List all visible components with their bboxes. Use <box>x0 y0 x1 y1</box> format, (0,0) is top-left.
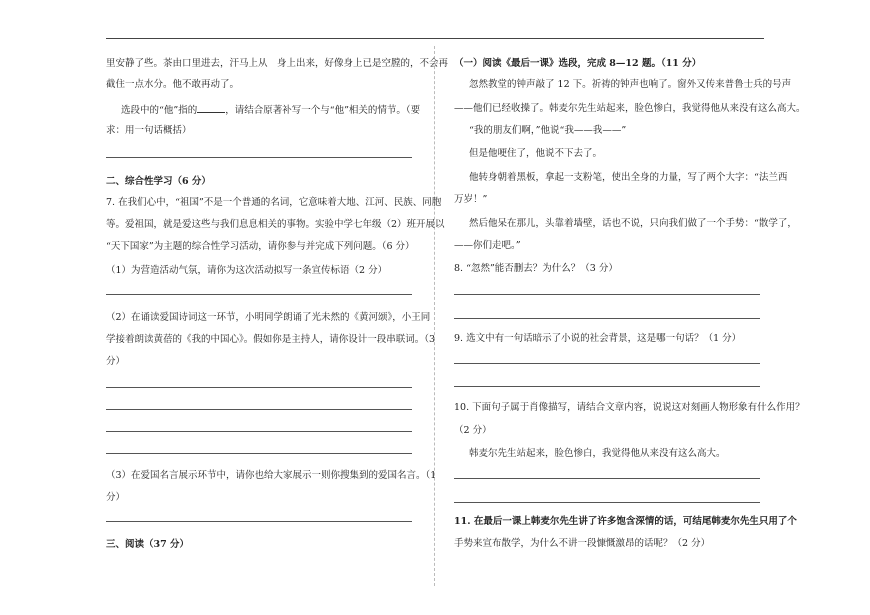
question-text: （2）在诵读爱国诗词这一环节，小明同学朗诵了光未然的《黄河颂》，小王同 <box>106 312 431 323</box>
question-text: 等。爱祖国，就是爱这些与我们息息相关的事物。实验中学七年级（2）班开展以 <box>106 219 445 230</box>
question-text: 8. “忽然”能否删去？为什么？（3 分） <box>454 263 618 274</box>
passage-line: 但是他哽住了，他说不下去了。 <box>469 148 603 159</box>
column-divider <box>434 46 435 586</box>
answer-line[interactable] <box>454 478 760 479</box>
answer-blank[interactable] <box>197 103 225 113</box>
question-text: 选段中的“他”指的 <box>121 105 198 116</box>
answer-line[interactable] <box>106 157 412 158</box>
answer-line[interactable] <box>454 318 760 319</box>
passage-line: 万岁！” <box>454 194 488 205</box>
passage-line: 然后他呆在那儿，头靠着墙壁，话也不说，只向我们做了一个手势：“散学了， <box>469 218 797 229</box>
question-text: （3）在爱国名言展示环节中，请你也给大家展示一则你搜集到的爱国名言。（1 <box>106 470 437 481</box>
passage-line: 忽然教堂的钟声敲了 12 下。祈祷的钟声也响了。窗外又传来普鲁士兵的号声 <box>469 79 792 90</box>
question-text: 10. 下面句子属于肖像描写，请结合文章内容，说说这对刻画人物形象有什么作用？ <box>454 402 805 413</box>
question-text: （1）为营造活动气氛，请你为这次活动拟写一条宣传标语（2 分） <box>106 265 388 276</box>
question-text: 求：用一句话概括） <box>106 125 192 136</box>
question-text: （2 分） <box>454 425 492 436</box>
question-text: 分） <box>106 356 126 367</box>
question-text: 7. 在我们心中，“祖国”不是一个普通的名词，它意味着大地、江河、民族、同胞 <box>106 197 442 208</box>
question-text: 11. 在最后一课上韩麦尔先生讲了许多饱含深情的话，可结尾韩麦尔先生只用了个 <box>454 516 797 527</box>
passage-line: 截住一点水分。他不敢再动了。 <box>106 79 240 90</box>
section-heading: 二、综合性学习（6 分） <box>106 176 211 187</box>
passage-line: ——他们已经收操了。韩麦尔先生站起来，脸色惨白，我觉得他从来没有这么高大。 <box>454 103 806 114</box>
question-text: 手势来宣布散学，为什么不讲一段慷慨激昂的话呢？（2 分） <box>454 538 711 549</box>
answer-line[interactable] <box>106 453 412 454</box>
question-text: “天下国家”为主题的综合性学习活动，请你参与并完成下列问题。（6 分） <box>106 241 415 252</box>
answer-line[interactable] <box>106 294 412 295</box>
question-text: ，请结合原著补写一个与“他”相关的情节。（要 <box>225 105 421 116</box>
question-fill-blank <box>121 103 420 117</box>
answer-line[interactable] <box>106 521 412 522</box>
passage-line: “我的朋友们啊，”他说“我——我——” <box>469 125 627 136</box>
question-text: 9. 选文中有一句话暗示了小说的社会背景，这是哪一句话？（1 分） <box>454 333 742 344</box>
quoted-sentence: 韩麦尔先生站起来，脸色惨白，我觉得他从来没有这么高大。 <box>469 448 726 459</box>
answer-line[interactable] <box>106 431 412 432</box>
answer-line[interactable] <box>106 409 412 410</box>
answer-line[interactable] <box>454 294 760 295</box>
section-heading: （一）阅读《最后一课》选段，完成 8—12 题。（11 分） <box>454 58 702 69</box>
answer-line[interactable] <box>454 386 760 387</box>
header-rule <box>106 38 764 39</box>
passage-line: 他转身朝着黑板，拿起一支粉笔，使出全身的力量，写了两个大字：“法兰西 <box>469 172 788 183</box>
passage-line: 里安静了些。茶由口里进去，汗马上从 身上出来，好像身上已是空膛的，不会再 <box>106 58 449 69</box>
answer-line[interactable] <box>454 502 760 503</box>
answer-line[interactable] <box>106 387 412 388</box>
question-text: 分） <box>106 492 126 503</box>
passage-line: ——你们走吧。” <box>454 240 521 251</box>
question-text: 学接着朗读黄蓓的《我的中国心》。假如你是主持人，请你设计一段串联词。（3 <box>106 334 436 345</box>
answer-line[interactable] <box>454 363 760 364</box>
section-heading: 三、阅读（37 分） <box>106 539 190 550</box>
